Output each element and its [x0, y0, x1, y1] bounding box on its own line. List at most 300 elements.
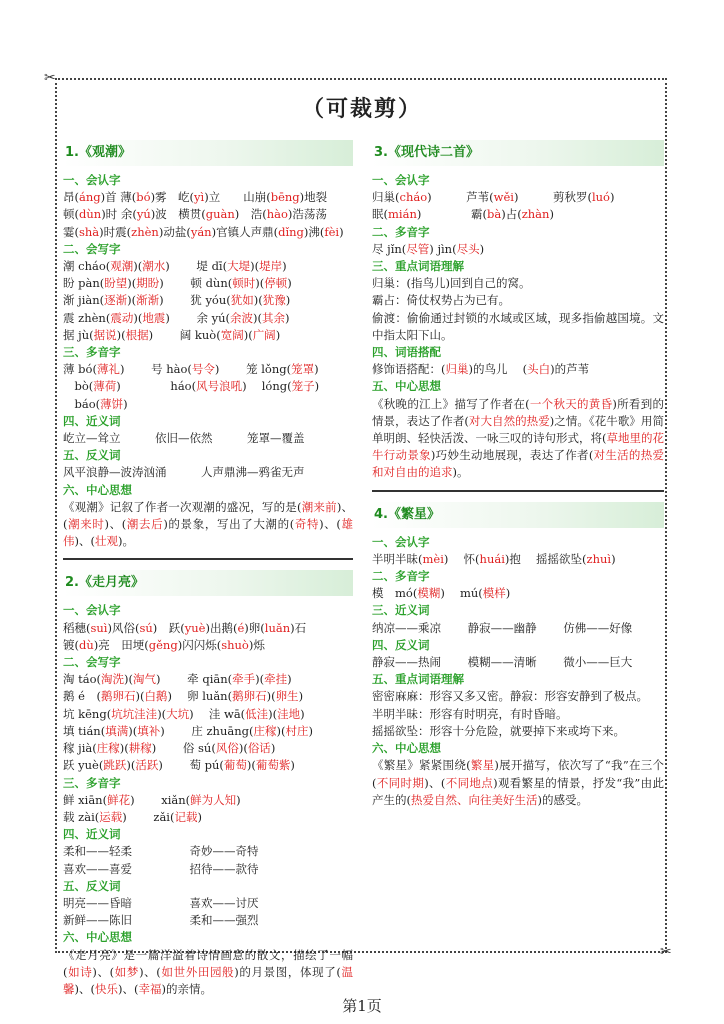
text-line: 密密麻麻：形容又多又密。静寂：形容安静到了极点。 — [372, 689, 648, 704]
answer-text: shuò — [221, 637, 249, 652]
plain-text: 震 zhèn( — [63, 310, 111, 325]
answer-text: 归巢 — [445, 362, 469, 377]
plain-text: 薄 bó( — [63, 362, 97, 377]
answer-text: 淘气 — [133, 672, 157, 687]
text-line — [63, 740, 353, 757]
answer-text: 对生活的热爱和对自由的追求 — [372, 448, 664, 480]
plain-text: 盼 pàn( — [63, 276, 105, 291]
text-line — [63, 292, 353, 309]
text-line — [63, 396, 353, 413]
scissors-icon: ✂ — [660, 944, 672, 960]
plain-text: ) — [287, 672, 292, 687]
plain-text: )、( — [74, 534, 95, 549]
plain-text: báo( — [63, 396, 101, 411]
plain-text: 尽 jǐn( — [372, 241, 407, 256]
answer-text: 潮水 — [142, 259, 166, 274]
plain-text: ) — [275, 327, 281, 342]
section-heading: 一、会认字 — [372, 173, 430, 187]
plain-text: ) — [270, 741, 276, 756]
plain-text: 《繁星》紧紧围绕( — [372, 758, 471, 773]
plain-text: )地裂 — [299, 190, 328, 205]
plain-text: 据 jù( — [63, 327, 94, 342]
plain-text: ) 庄 zhuāng( — [160, 723, 254, 738]
plain-text: )( — [255, 672, 265, 687]
text-line: 静寂——热闹 模糊——清晰 微小——巨大 — [372, 655, 633, 670]
plain-text: ) 怀( — [443, 551, 480, 566]
answer-text: 快乐 — [94, 981, 118, 996]
plain-text: )官镇人声鼎( — [211, 224, 279, 239]
answer-text: 一个秋天的黄昏 — [529, 396, 613, 411]
plain-text: ) 剪秋罗( — [513, 190, 592, 205]
plain-text: 顿( — [63, 207, 79, 222]
section-heading: 五、反义词 — [63, 448, 121, 463]
plain-text: ) — [282, 259, 287, 274]
section-heading: 六、中心思想 — [372, 741, 441, 756]
lesson-title: 4.《繁星》 — [372, 502, 664, 528]
answer-text: 鹅卵石 — [100, 689, 136, 704]
text-line: 柔和——轻柔 奇妙——奇特 — [63, 844, 259, 859]
answer-text: luó — [591, 190, 610, 205]
answer-text: 震动 — [110, 310, 134, 325]
answer-text: zhuì — [586, 551, 612, 566]
plain-text: )( — [276, 723, 286, 738]
answer-text: 潮来前 — [301, 499, 337, 514]
text-line — [372, 361, 664, 378]
section-heading: 四、反义词 — [372, 637, 430, 652]
summary-paragraph — [63, 499, 353, 551]
plain-text: )( — [255, 276, 265, 291]
plain-text: )( — [116, 327, 126, 342]
plain-text: 稻穗( — [63, 620, 91, 635]
answer-text: 牵挂 — [264, 672, 288, 687]
answer-text: 淘洗 — [101, 672, 125, 687]
answer-text: 坑坑洼洼 — [111, 706, 158, 721]
plain-text: )动盐( — [158, 224, 191, 239]
plain-text: )、( — [74, 981, 95, 996]
answer-text: dùn — [79, 207, 102, 222]
answer-text: 村庄 — [285, 723, 309, 738]
text-line — [372, 551, 664, 568]
plain-text: )的景象，写出了大潮的( — [163, 517, 295, 532]
page-number: 第1页 — [342, 997, 382, 1015]
plain-text: )、( — [424, 775, 446, 790]
plain-text: )( — [119, 741, 129, 756]
answer-text: 薄荷 — [93, 379, 117, 394]
answer-text: 期盼 — [136, 276, 160, 291]
answer-text: bó — [136, 190, 151, 205]
summary-paragraph — [372, 757, 664, 809]
text-line: 明亮——昏暗 喜欢——讨厌 — [63, 895, 259, 910]
plain-text: )。 — [452, 465, 469, 480]
answer-text: 繁星 — [470, 758, 495, 773]
plain-text: 眠( — [372, 207, 388, 222]
text-line — [63, 224, 353, 241]
plain-text: )展开描写，依次写了“我”在三个( — [372, 758, 664, 790]
answer-text: 号令 — [191, 362, 215, 377]
plain-text: )的鸟儿 ( — [468, 362, 528, 377]
plain-text: )首 薄( — [100, 190, 137, 205]
plain-text: ) 卵 luǎn( — [167, 689, 233, 704]
answer-text: 宽阔 — [220, 327, 244, 342]
answer-text: 葡萄紫 — [255, 758, 291, 773]
plain-text: ) — [308, 723, 313, 738]
plain-text: )、( — [139, 964, 161, 979]
plain-text: ) — [285, 293, 291, 308]
answer-text: 薄饼 — [100, 396, 124, 411]
section-heading: 五、反义词 — [63, 878, 121, 893]
answer-text: 低洼 — [245, 706, 269, 721]
answer-text: 填满 — [105, 723, 129, 738]
plain-text: ) — [549, 207, 554, 222]
section-heading: 四、近义词 — [63, 827, 121, 842]
answer-text: gěng — [148, 637, 178, 652]
answer-text: 鲜为人知 — [190, 792, 237, 807]
text-line — [63, 671, 353, 688]
section-heading: 二、会写字 — [63, 655, 121, 670]
plain-text: )亮 田埂( — [93, 637, 149, 652]
text-line — [63, 706, 353, 723]
summary-paragraph — [63, 947, 353, 999]
answer-text: luǎn — [264, 620, 291, 635]
text-line: 归巢：(指鸟儿)回到自己的窝。 — [372, 276, 531, 291]
plain-text: 鲜 xiān( — [63, 792, 108, 807]
text-line — [372, 206, 664, 223]
answer-text: suì — [90, 620, 108, 635]
plain-text: 模 mó( — [372, 586, 418, 601]
answer-text: 葡萄 — [223, 758, 247, 773]
plain-text: 《走月亮》是一篇洋溢着诗情画意的散文，描绘了一幅( — [63, 947, 353, 979]
answer-text: 温馨 — [63, 964, 354, 996]
plain-text: 渐 jiàn( — [63, 293, 105, 308]
answer-text: 堤岸 — [259, 259, 283, 274]
answer-text: 潮去后 — [126, 517, 164, 532]
text-line — [63, 275, 353, 292]
plain-text: )石 — [290, 620, 307, 635]
plain-text: )( — [133, 259, 143, 274]
plain-text: )抱 摇摇欲坠( — [504, 551, 587, 566]
plain-text: )波 横贯( — [150, 207, 206, 222]
section-heading: 三、重点词语理解 — [372, 259, 464, 274]
plain-text: )、( — [319, 517, 341, 532]
text-line — [63, 723, 353, 740]
plain-text: )的月景图，体现了( — [234, 964, 341, 979]
plain-text: )( — [238, 741, 248, 756]
plain-text: )( — [250, 259, 260, 274]
answer-text: 盼望 — [104, 276, 128, 291]
section-heading: 三、多音字 — [63, 345, 121, 360]
summary-paragraph — [372, 396, 664, 482]
answer-text: yán — [190, 224, 212, 239]
text-line — [63, 258, 353, 275]
answer-text: 据说 — [93, 327, 117, 342]
text-line — [63, 361, 353, 378]
section-heading: 二、会写字 — [63, 241, 121, 256]
answer-text: 头白 — [527, 362, 551, 377]
answer-text: yì — [194, 190, 205, 205]
answer-text: 薄礼 — [96, 362, 120, 377]
plain-text: ) 萄 pú( — [158, 758, 224, 773]
plain-text: ) — [287, 276, 292, 291]
plain-text: ) — [290, 758, 295, 773]
plain-text: )的感受。 — [537, 792, 588, 807]
plain-text: )( — [266, 689, 276, 704]
section-heading: 四、词语搭配 — [372, 345, 441, 360]
plain-text: )之情。《花牛歌》用简单明朗、轻快活泼、一咏三叹的诗句形式，将( — [372, 413, 664, 446]
plain-text: ) — [314, 362, 319, 377]
text-line: 霸占：倚仗权势占为已有。 — [372, 293, 510, 308]
plain-text: )所看到的情景，表达了作者( — [372, 396, 664, 428]
answer-text: wěi — [493, 190, 514, 205]
plain-text: ) — [300, 706, 305, 721]
answer-text: 停顿 — [264, 276, 288, 291]
answer-text: 大堤 — [227, 259, 251, 274]
plain-text: ) 余 yú( — [165, 310, 230, 325]
answer-text: 观潮 — [110, 259, 134, 274]
plain-text: )观看繁星的情景，抒发“我”由此产生的( — [372, 775, 665, 807]
plain-text: ) háo( — [116, 379, 197, 394]
plain-text: ) 顿 dùn( — [159, 276, 233, 291]
plain-text: 修饰语搭配：( — [372, 362, 446, 377]
plain-text: ) — [284, 310, 290, 325]
answer-text: 草地里的花牛行动景象 — [372, 431, 665, 463]
plain-text: ) 堤 dī( — [165, 259, 228, 274]
plain-text: ) 浩( — [234, 207, 267, 222]
plain-text: )的亲情。 — [161, 981, 212, 996]
answer-text: 模糊 — [417, 586, 441, 601]
plain-text: )沸( — [303, 224, 325, 239]
text-line — [372, 585, 664, 602]
plain-text: ) 牵 qiān( — [156, 672, 233, 687]
text-line: 喜欢——喜爱 招待——款待 — [63, 861, 259, 876]
answer-text: 大坑 — [166, 706, 190, 721]
answer-text: 如梦 — [114, 964, 140, 979]
text-line — [63, 792, 353, 809]
plain-text: 《秋晚的江上》描写了作者在( — [372, 396, 530, 411]
plain-text: )出鹅( — [205, 620, 238, 635]
section-heading: 三、近义词 — [372, 603, 430, 618]
answer-text: zhàn — [521, 207, 550, 222]
plain-text: 半明半昧( — [372, 551, 423, 566]
lesson-title: 1.《观潮》 — [63, 140, 353, 166]
answer-text: 壮观 — [94, 534, 118, 549]
plain-text: )卵( — [244, 620, 265, 635]
answer-text: 风俗 — [215, 741, 239, 756]
answer-text: 如诗 — [67, 964, 93, 979]
plain-text: ) — [298, 689, 304, 704]
answer-text: 卵生 — [275, 689, 299, 704]
plain-text: 稼 jià( — [63, 741, 97, 756]
answer-text: dǐng — [278, 224, 304, 239]
answer-text: mèi — [422, 551, 444, 566]
answer-text: 广阔 — [252, 327, 276, 342]
section-heading: 一、会认字 — [372, 534, 430, 549]
section-heading: 二、多音字 — [372, 224, 430, 239]
plain-text: ) — [236, 792, 241, 807]
plain-text: ) — [314, 379, 320, 394]
answer-text: 耕稼 — [128, 741, 152, 756]
plain-text: )( — [253, 293, 263, 308]
left-column — [63, 140, 353, 998]
answer-text: dù — [79, 637, 94, 652]
plain-text: ) — [479, 241, 485, 256]
divider — [372, 490, 664, 492]
answer-text: 记载 — [174, 809, 198, 824]
section-heading: 六、中心思想 — [63, 482, 132, 497]
answer-text: 对大自然的热爱 — [468, 413, 550, 428]
plain-text: )的芦苇 — [550, 362, 590, 377]
answer-text: 活跃 — [135, 758, 159, 773]
plain-text: )雾 屹( — [150, 190, 195, 205]
plain-text: 载 zài( — [63, 809, 100, 824]
text-line — [63, 206, 353, 223]
plain-text: ) 号 hào( — [119, 362, 192, 377]
answer-text: sú — [139, 620, 153, 635]
text-line: 新鲜——陈旧 柔和——强烈 — [63, 913, 259, 928]
answer-text: é — [237, 620, 245, 635]
answer-text: 潮来时 — [67, 517, 105, 532]
answer-text: 雄伟 — [63, 517, 354, 549]
text-line — [63, 620, 353, 637]
answer-text: 如世外田园般 — [160, 964, 235, 979]
lesson-title: 2.《走月亮》 — [63, 570, 353, 596]
section-heading: 四、近义词 — [63, 413, 121, 428]
answer-text: bà — [487, 207, 502, 222]
plain-text: )( — [124, 672, 134, 687]
plain-text: )立 山崩( — [204, 190, 271, 205]
plain-text: ) 犹 yóu( — [159, 293, 231, 308]
answer-text: bēng — [270, 190, 300, 205]
answer-text: 其余 — [261, 310, 285, 325]
section-heading: 二、多音字 — [372, 569, 430, 584]
text-line — [372, 241, 664, 258]
plain-text: )风俗( — [107, 620, 140, 635]
plain-text: ) 霸( — [416, 207, 487, 222]
plain-text: )烁 — [248, 637, 265, 652]
lesson-title: 3.《现代诗二首》 — [372, 140, 664, 166]
text-line — [63, 809, 353, 826]
plain-text: 填 tián( — [63, 723, 106, 738]
plain-text: )时 余( — [101, 207, 137, 222]
text-line: 风平浪静—波涛汹涌 人声鼎沸—鸦雀无声 — [63, 465, 305, 480]
answer-text: 渐渐 — [136, 293, 160, 308]
answer-text: 白鹅 — [144, 689, 168, 704]
plain-text: ) — [123, 396, 128, 411]
answer-text: 犹豫 — [262, 293, 286, 308]
plain-text: )浩荡荡 — [287, 207, 327, 222]
answer-text: 余波 — [230, 310, 253, 325]
answer-text: 庄稼 — [96, 741, 120, 756]
answer-text: 跳跃 — [103, 758, 127, 773]
plain-text: ) 洼 wā( — [189, 706, 246, 721]
text-line — [63, 189, 353, 206]
plain-text: ) 笼 lǒng( — [214, 362, 292, 377]
section-heading: 五、重点词语理解 — [372, 672, 464, 687]
plain-text: ) xiǎn( — [130, 792, 191, 807]
answer-text: guàn — [205, 207, 235, 222]
answer-text: 不同地点 — [445, 775, 494, 790]
plain-text: ) mú( — [440, 586, 483, 601]
plain-text: )、( — [104, 517, 127, 532]
plain-text: 坑 kēng( — [63, 706, 112, 721]
divider — [63, 558, 353, 560]
answer-text: fèi — [324, 224, 340, 239]
plain-text: )( — [268, 706, 278, 721]
plain-text: ) — [505, 586, 511, 601]
plain-text: ) 阔 kuò( — [148, 327, 221, 342]
plain-text: )( — [243, 327, 253, 342]
answer-text: shà — [79, 224, 100, 239]
plain-text: 鹅 é ( — [63, 689, 101, 704]
answer-text: 热爱自然、向往美好生活 — [411, 792, 538, 807]
answer-text: 根据 — [125, 327, 149, 342]
plain-text: 镀( — [63, 637, 79, 652]
right-column — [372, 140, 664, 809]
section-heading: 六、中心思想 — [63, 930, 132, 945]
answer-text: 幸福 — [138, 981, 162, 996]
answer-text: 洼地 — [277, 706, 301, 721]
text-line — [372, 189, 664, 206]
answer-text: yuè — [184, 620, 206, 635]
plain-text: ) 芦苇( — [427, 190, 494, 205]
text-line — [63, 378, 353, 395]
plain-text: )、( — [63, 499, 353, 532]
answer-text: 地震 — [142, 310, 166, 325]
text-line — [63, 757, 353, 774]
plain-text: bò( — [63, 379, 94, 394]
plain-text: )占( — [501, 207, 522, 222]
plain-text: )( — [253, 310, 262, 325]
answer-text: áng — [79, 190, 101, 205]
plain-text: )( — [127, 293, 137, 308]
plain-text: 《观潮》记叙了作者一次观潮的盛况，写的是( — [63, 499, 302, 514]
answer-text: 填补 — [137, 723, 161, 738]
plain-text: 淘 táo( — [63, 672, 102, 687]
answer-text: 逐渐 — [104, 293, 128, 308]
text-line — [63, 688, 353, 705]
answer-text: 庄稼 — [253, 723, 277, 738]
plain-text: )时震( — [99, 224, 132, 239]
plain-text: )、( — [117, 981, 139, 996]
text-line: 偷渡：偷偷通过封锁的水域或区域，现多指偷越国境。文中指太阳下山。 — [372, 310, 664, 342]
plain-text: )巧妙生动地展现，表达了作者( — [430, 448, 594, 463]
plain-text: 归巢( — [372, 190, 400, 205]
plain-text: )( — [246, 758, 256, 773]
plain-text: 跃 yuè( — [63, 758, 104, 773]
section-heading: 一、会认字 — [63, 603, 121, 618]
text-line: 纳凉——乘凉 静寂——幽静 仿佛——好像 — [372, 620, 633, 635]
section-heading: 五、中心思想 — [372, 379, 441, 394]
text-line: 屹立—耸立 依旧—依然 笼罩—覆盖 — [63, 431, 305, 446]
answer-text: 牵手 — [232, 672, 256, 687]
section-heading: 一、会认字 — [63, 173, 121, 187]
answer-text: 鲜花 — [107, 792, 131, 807]
answer-text: 尽管 — [406, 241, 430, 256]
answer-text: cháo — [399, 190, 428, 205]
page-title: （可裁剪） — [301, 96, 422, 122]
text-line — [63, 327, 353, 344]
plain-text: ) 俗 sú( — [151, 741, 216, 756]
plain-text: ) — [609, 190, 615, 205]
answer-text: mián — [388, 207, 417, 222]
answer-text: 尽头 — [456, 241, 480, 256]
plain-text: ) — [197, 809, 202, 824]
text-line — [63, 310, 353, 327]
plain-text: )闪闪烁( — [177, 637, 222, 652]
plain-text: )( — [127, 276, 137, 291]
answer-text: 顿时 — [232, 276, 256, 291]
answer-text: hào — [266, 207, 288, 222]
plain-text: 昂( — [63, 190, 79, 205]
